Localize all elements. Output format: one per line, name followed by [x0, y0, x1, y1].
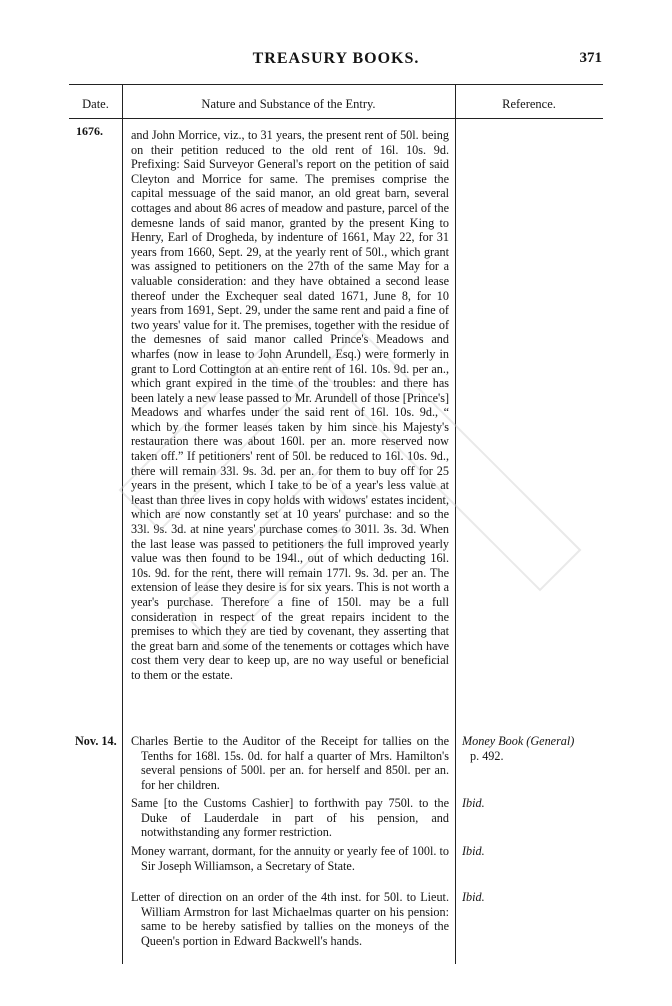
column-header-reference: Reference. — [502, 97, 556, 111]
running-title: TREASURY BOOKS. — [252, 50, 420, 67]
column-header-date: Date. — [82, 97, 109, 111]
entry-date: Nov. 14. — [75, 734, 117, 748]
table-top-rule — [69, 84, 603, 85]
year-label: 1676. — [76, 124, 103, 138]
entry-reference: Ibid. — [462, 890, 485, 904]
entry-text: Charles Bertie to the Auditor of the Receipt for tallies on the Tenths for 168l. 15s. 0d. for half a quarter of Mrs. Hamilton's several pensions of 500l. per an. for herself and 850l. per an. for her children. — [131, 734, 449, 792]
entry-text — [131, 128, 449, 683]
entry-text: Letter of direction on an order of the 4th inst. for 50l. to Lieut. William Armstron for last Michaelmas quarter on his pension: same to be hereby satisfied by tallies on the moneys of the Queen's portion in Edward Backwell's hands. — [131, 890, 449, 948]
reference-source: Money Book (General) — [462, 734, 575, 748]
column-divider-reference — [455, 84, 456, 964]
entry-text: Money warrant, dormant, for the annuity or yearly fee of 100l. to Sir Joseph Williamson, a Secretary of State. — [131, 844, 449, 873]
entries-table — [69, 84, 603, 964]
entry-text: Same [to the Customs Cashier] to forthwith pay 750l. to the Duke of Lauderdale in part of his pension, and notwithstanding any former restriction. — [131, 796, 449, 840]
entry-0-text: and John Morrice, viz., to 31 years, the present rent of 50l. being on their petition reduced to the old rent of 16l. 10s. 9d. Prefixing: Said Surveyor General's report on the petition of said Cleyton and Morrice for same. The premises comprise the capital messuage of the said manor, an old great barn, several cottages and about 86 acres of meadow and pasture, parcel of the demesne lands of said manor, granted by the present King to Henry, Earl of Drogheda, by indenture of 1661, May 22, for 31 years from 1660, Sept. 29, at the yearly rent of 50l., which grant was assigned to petitioners on the 27th of the same May for a valuable consideration: and they have obtained a second lease thereof under the Exchequer seal dated 1671, June 8, for 10 years from 1691, Sept. 29, under the same rent and paid a fine of two years' value for it. The premises, together with the residue of the demesnes of said manor called Prince's Meadows and wharfes (now in lease to John Arundell, Esq.) were formerly in grant to Lord Cottington at an entire rent of 16l. 10s. 9d. per an., which grant expired in the time of the troubles: and there has been lately a new lease passed to Mr. Arundell of those [Prince's] Meadows and wharfes under the said rent of 16l. 10s. 9d., “ which by the former leases taken by him since his Majesty's restauration there was about 160l. per an. more reserved now taken off.” If petitioners' rent of 50l. be reduced to 16l. 10s. 9d., there will remain 33l. 9s. 3d. per an. for them to buy off for 25 years in the present, which I take to be of a year's less value at least than three lives in copy holds with widows' estates incident, which are now constantly set at 10 years' purchase: and so the 33l. 9s. 3d. at nine years' purchase comes to 301l. 3s. 3d. When the last lease was passed to petitioners the full improved yearly value was then found to be 194l., out of which deducting 16l. 10s. 9d. for the rent, there will remain 177l. 9s. 3d. per an. The extension of lease they desire is for six years. This is not worth a year's purchase. Therefore a fine of 150l. may be a full consideration in respect of the great repairs incident to the premises to which they are tied by covenant, they asserting that the great barn and some of the tenements or cottages which have cost them very dear to keep up, are no way useful or beneficial to them or the estate. — [131, 128, 449, 682]
entry-reference: Ibid. — [462, 796, 485, 810]
column-header-nature: Nature and Substance of the Entry. — [201, 97, 376, 111]
page-number: 371 — [579, 50, 602, 66]
entry-reference: Ibid. — [462, 844, 485, 858]
table-header-rule — [69, 118, 603, 119]
reference-page: p. 492. — [470, 748, 504, 763]
entry-reference — [462, 734, 602, 763]
column-divider-date — [122, 84, 123, 964]
